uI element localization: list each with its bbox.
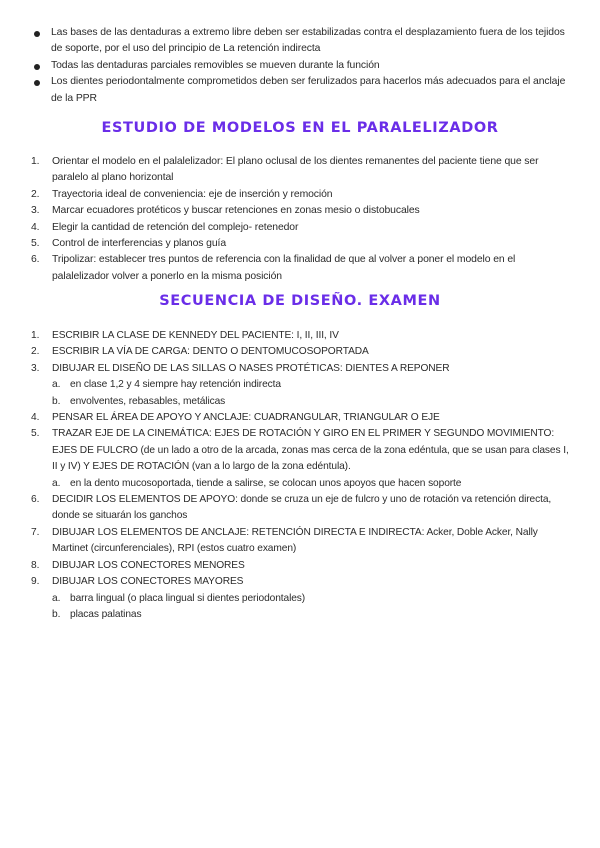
item-number: 8. — [31, 559, 40, 571]
item-number: 6. — [31, 254, 40, 266]
item-text: placas palatinas — [70, 608, 142, 620]
item-number: 6. — [31, 494, 40, 506]
item-text: Elegir la cantidad de retención del complejo- retenedor — [52, 221, 299, 233]
item-number: 1. — [31, 156, 40, 167]
item-text: en la dento mucosoportada, tiende a salirse, se colocan unos apoyos que hacen soporte — [70, 477, 462, 489]
bullet-item — [0, 58, 600, 74]
item-number: 5. — [31, 238, 40, 250]
item-number: 2. — [31, 346, 40, 358]
bullet-dot — [34, 31, 40, 37]
bullet-item — [0, 25, 600, 58]
section-heading-secuencia-diseno: SECUENCIA DE DISEÑO. EXAMEN — [159, 293, 441, 309]
item-text: TRAZAR EJE DE LA CINEMÁTICA: EJES DE ROTACIÓN Y GIRO EN EL PRIMER Y SEGUNDO MOVIMIENTO: EJES DE FULCRO (de un lado a otro de la arcada, zonas mas cerca de la zona edéntula, que se usan para clases I, II y IV) Y EJES DE ROTACIÓN (van a lo largo de la zona edéntula). — [52, 428, 569, 473]
intro-bullet-list — [0, 25, 600, 107]
item-letter: a. — [52, 379, 61, 391]
item-letter: a. — [52, 592, 61, 604]
item-text: DECIDIR LOS ELEMENTOS DE APOYO: donde se cruza un eje de fulcro y uno de rotación va retención directa, donde se situarán los ganchos — [52, 494, 552, 522]
section-heading-paralelizador: ESTUDIO DE MODELOS EN EL PARALELIZADOR — [101, 120, 499, 136]
item-text: DIBUJAR LOS CONECTORES MAYORES — [52, 576, 244, 588]
bullet-item — [0, 74, 600, 107]
list-item — [0, 187, 600, 203]
list-item — [0, 236, 600, 252]
list-item — [0, 344, 600, 360]
item-text: DIBUJAR LOS ELEMENTOS DE ANCLAJE: RETENCIÓN DIRECTA E INDIRECTA: Acker, Doble Acker, Nally Martinet (circunferenciales), RPI (estos cuatro examen) — [52, 526, 538, 555]
item-text: Orientar el modelo en el palalelizador: El plano oclusal de los dientes remanentes del paciente tiene que ser paralelo al plano horizontal — [52, 156, 539, 184]
bullet-text: Las bases de las dentaduras a extremo libre deben ser estabilizadas contra el desplazamiento fuera de los tejidos de soporte, por el uso del principio de La retención indirecta — [51, 27, 565, 55]
item-text: barra lingual (o placa lingual si dientes periodontales) — [70, 592, 306, 604]
sub-list-item — [0, 394, 600, 410]
item-number: 3. — [31, 205, 40, 217]
bullet-dot — [34, 64, 40, 70]
list-item — [0, 328, 600, 344]
list-item — [0, 558, 600, 574]
item-number: 9. — [31, 576, 40, 588]
item-text: Tripolizar: establecer tres puntos de referencia con la finalidad de que al volver a poner el modelo en el palalelizador volver a ponerlo en la misma posición — [52, 254, 516, 282]
item-number: 3. — [31, 362, 40, 374]
item-text: Control de interferencias y planos guía — [52, 238, 226, 250]
item-letter: b. — [52, 395, 61, 407]
list-item — [0, 410, 600, 426]
list-item — [0, 574, 600, 590]
item-number: 5. — [31, 428, 40, 440]
list-item — [0, 426, 600, 475]
item-text: PENSAR EL ÁREA DE APOYO Y ANCLAJE: CUADRANGULAR, TRIANGULAR O EJE — [52, 412, 440, 424]
list-item — [0, 525, 600, 558]
item-text: ESCRIBIR LA VÍA DE CARGA: DENTO O DENTOMUCOSOPORTADA — [52, 346, 369, 358]
sub-list-item — [0, 377, 600, 393]
sub-list-item — [0, 476, 600, 492]
item-number: 2. — [31, 188, 40, 200]
item-text: envolventes, rebasables, metálicas — [70, 395, 226, 407]
list-item — [0, 361, 600, 377]
item-text: DIBUJAR EL DISEÑO DE LAS SILLAS O NASES PROTÉTICAS: DIENTES A REPONER — [52, 362, 450, 374]
bullet-text: Todas las dentaduras parciales removibles se mueven durante la función — [51, 59, 380, 71]
item-text: Marcar ecuadores protéticos y buscar retenciones en zonas mesio o distobucales — [52, 205, 420, 217]
item-number: 1. — [31, 330, 40, 341]
item-text: en clase 1,2 y 4 siempre hay retención indirecta — [70, 379, 281, 391]
item-text: DIBUJAR LOS CONECTORES MENORES — [52, 559, 245, 571]
list-item — [0, 154, 600, 187]
item-letter: a. — [52, 477, 61, 489]
bullet-text: Los dientes periodontalmente comprometidos deben ser ferulizados para hacerlos más adecuados para el anclaje de la PPR — [51, 76, 566, 104]
list-item — [0, 220, 600, 236]
diseno-sequence-list — [0, 328, 600, 623]
sub-list-item — [0, 607, 600, 623]
paralelizador-step-list — [0, 154, 600, 285]
item-number: 7. — [31, 526, 40, 538]
item-text: Trayectoria ideal de conveniencia: eje de inserción y remoción — [52, 188, 333, 200]
list-item — [0, 252, 600, 285]
item-letter: b. — [52, 608, 61, 620]
sub-list-item — [0, 591, 600, 607]
item-text: ESCRIBIR LA CLASE DE KENNEDY DEL PACIENTE: I, II, III, IV — [52, 330, 339, 341]
item-number: 4. — [31, 221, 40, 233]
list-item — [0, 203, 600, 219]
bullet-dot — [34, 80, 40, 86]
item-number: 4. — [31, 412, 40, 424]
list-item — [0, 492, 600, 525]
